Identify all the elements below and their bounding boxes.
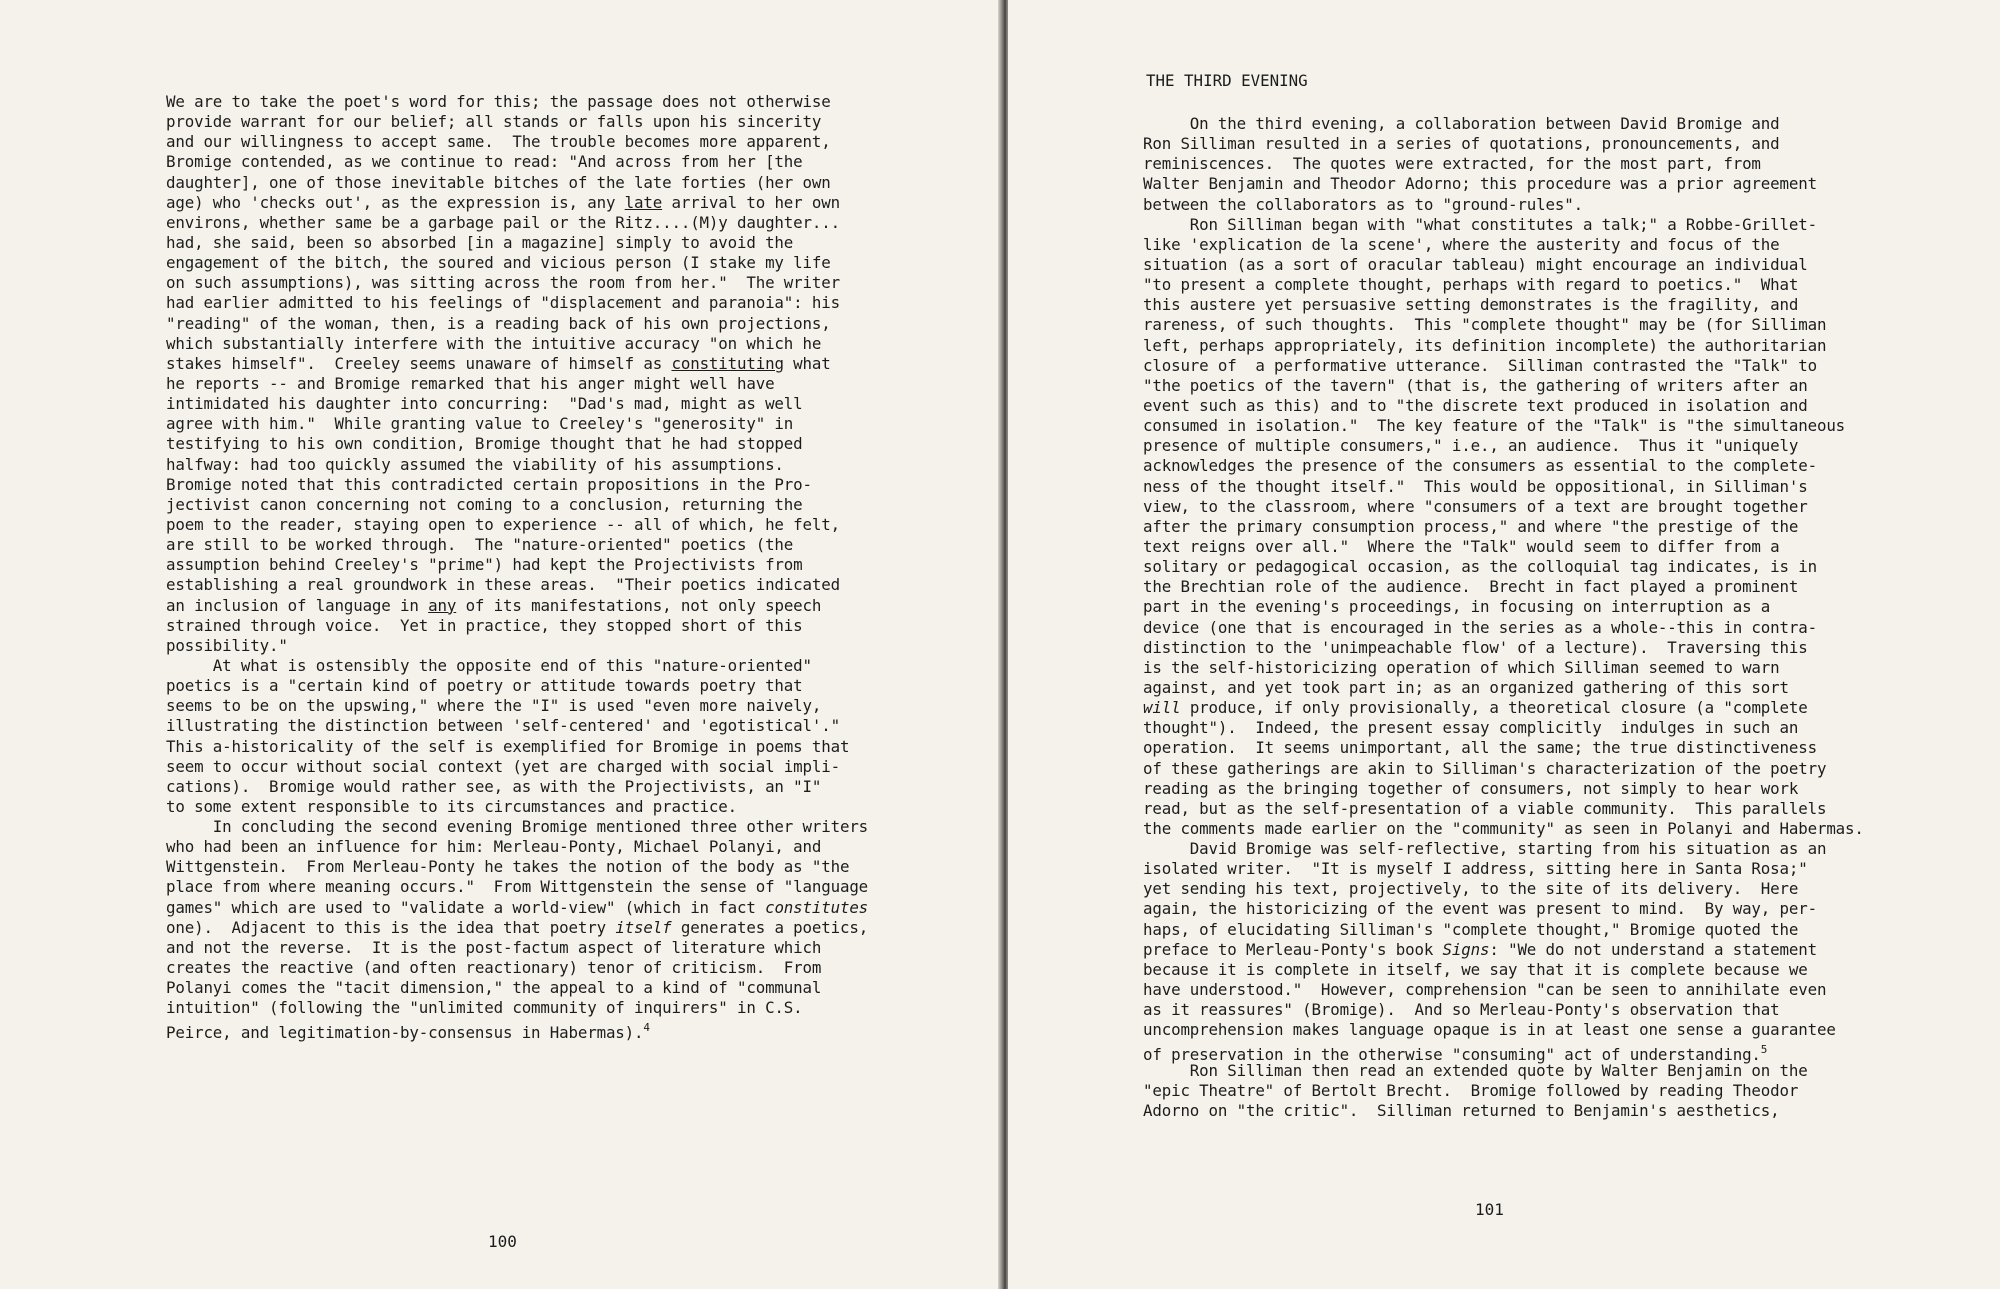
text-line: part in the evening's proceedings, in focusing on interruption as a [1143, 597, 1771, 617]
text-line: this austere yet persuasive setting demonstrates is the fragility, and [1143, 295, 1799, 315]
right-page-number: 101 [1475, 1200, 1504, 1219]
text-line: "to present a complete thought, perhaps with regard to poetics." What [1143, 275, 1799, 295]
text-line: In concluding the second evening Bromige mentioned three other writers [166, 817, 869, 837]
text-line: view, to the classroom, where "consumers of a text are brought together [1143, 496, 1808, 516]
text-line: "epic Theatre" of Bertolt Brecht. Bromige followed by reading Theodor [1143, 1080, 1799, 1100]
text-line: jectivist canon concerning not coming to a conclusion, returning the [166, 494, 803, 514]
text-line: have understood." However, comprehension "can be seen to annihilate even [1143, 980, 1827, 1000]
running-head: THE THIRD EVENING [1146, 71, 1308, 90]
text-line: provide warrant for our belief; all stands or falls upon his sincerity [166, 112, 822, 132]
text-line: Adorno on "the critic". Silliman returned to Benjamin's aesthetics, [1143, 1100, 1780, 1120]
text-line: preface to Merleau-Ponty's book Signs: "We do not understand a statement [1143, 939, 1817, 959]
text-line: cations). Bromige would rather see, as with the Projectivists, an "I" [166, 776, 822, 796]
text-line: establishing a real groundwork in these areas. "Their poetics indicated [166, 575, 840, 595]
text-line: which substantially interfere with the intuitive accuracy "on which he [166, 333, 822, 353]
text-line: seem to occur without social context (yet are charged with social impli- [166, 756, 840, 776]
text-line: Polanyi comes the "tacit dimension," the appeal to a kind of "communal [166, 978, 822, 998]
text-line: distinction to the 'unimpeachable flow' of a lecture). Traversing this [1143, 637, 1808, 657]
text-line: to some extent responsible to its circumstances and practice. [166, 796, 737, 816]
text-line: rareness, of such thoughts. This "complete thought" may be (for Silliman [1143, 315, 1827, 335]
text-line: who had been an influence for him: Merleau-Ponty, Michael Polanyi, and [166, 837, 822, 857]
text-line: We are to take the poet's word for this; the passage does not otherwise [166, 92, 831, 111]
text-line: yet sending his text, projectively, to the site of its delivery. Here [1143, 879, 1799, 899]
text-line: Walter Benjamin and Theodor Adorno; this procedure was a prior agreement [1143, 174, 1817, 194]
text-line: against, and yet took part in; as an organized gathering of this sort [1143, 677, 1789, 697]
text-line: thought"). Indeed, the present essay complicitly indulges in such an [1143, 718, 1799, 738]
right-page-body [1143, 114, 1864, 1121]
text-line: Peirce, and legitimation-by-consensus in Habermas).$^4$ [166, 1021, 650, 1043]
text-line: haps, of elucidating Silliman's "complete thought," Bromige quoted the [1143, 919, 1799, 939]
text-line: David Bromige was self-reflective, starting from his situation as an [1143, 839, 1827, 859]
left-page-number: 100 [488, 1232, 517, 1251]
text-line: Wittgenstein. From Merleau-Ponty he takes the notion of the body as "the [166, 857, 850, 877]
text-line: This a-historicality of the self is exemplified for Bromige in poems that [166, 736, 850, 756]
text-line: engagement of the bitch, the soured and vicious person (I stake my life [166, 253, 831, 273]
text-line: creates the reactive (and often reactionary) tenor of criticism. From [166, 958, 822, 978]
text-line: games" which are used to "validate a world-view" (which in fact constitutes [166, 897, 869, 917]
text-line: on such assumptions), was sitting across the room from her." The writer [166, 273, 840, 293]
text-line: At what is ostensibly the opposite end of this "nature-oriented" [166, 655, 812, 675]
text-line: halfway: had too quickly assumed the viability of his assumptions. [166, 454, 784, 474]
text-line: "the poetics of the tavern" (that is, the gathering of writers after an [1143, 375, 1808, 395]
text-line: place from where meaning occurs." From Wittgenstein the sense of "language [166, 877, 869, 897]
text-line: between the collaborators as to "ground-rules". [1143, 194, 1583, 214]
text-line: acknowledges the presence of the consumers as essential to the complete- [1143, 456, 1817, 476]
text-line: poetics is a "certain kind of poetry or attitude towards poetry that [166, 676, 803, 696]
text-line: the Brechtian role of the audience. Brecht in fact played a prominent [1143, 577, 1799, 597]
text-line: again, the historicizing of the event was present to mind. By way, per- [1143, 899, 1817, 919]
text-line: will produce, if only provisionally, a theoretical closure (a "complete [1143, 698, 1808, 718]
text-line: Ron Silliman resulted in a series of quotations, pronouncements, and [1143, 134, 1780, 154]
text-line: seems to be on the upswing," where the "I" is used "even more naively, [166, 696, 822, 716]
text-line: text reigns over all." Where the "Talk" would seem to differ from a [1143, 536, 1780, 556]
text-line: On the third evening, a collaboration between David Bromige and [1143, 114, 1780, 133]
text-line: event such as this) and to "the discrete text produced in isolation and [1143, 395, 1808, 415]
text-line: device (one that is encouraged in the series as a whole--this in contra- [1143, 617, 1817, 637]
text-line: presence of multiple consumers," i.e., an audience. Thus it "uniquely [1143, 436, 1799, 456]
text-line: daughter], one of those inevitable bitches of the late forties (her own [166, 172, 831, 192]
text-line: like 'explication de la scene', where the austerity and focus of the [1143, 234, 1780, 254]
text-line: operation. It seems unimportant, all the same; the true distinctiveness [1143, 738, 1817, 758]
text-line: testifying to his own condition, Bromige thought that he had stopped [166, 434, 803, 454]
right-page [1008, 0, 2000, 1289]
text-line: closure of a performative utterance. Silliman contrasted the "Talk" to [1143, 355, 1817, 375]
text-line: Ron Silliman then read an extended quote by Walter Benjamin on the [1143, 1060, 1808, 1080]
text-line: left, perhaps appropriately, its definition incomplete) the authoritarian [1143, 335, 1827, 355]
text-line: Ron Silliman began with "what constitutes a talk;" a Robbe-Grillet- [1143, 214, 1817, 234]
text-line: and not the reverse. It is the post-factum aspect of literature which [166, 937, 822, 957]
text-line: of these gatherings are akin to Silliman's characterization of the poetry [1143, 758, 1827, 778]
text-line: are still to be worked through. The "nature-oriented" poetics (the [166, 535, 794, 555]
text-line: possibility." [166, 635, 288, 655]
text-line: Bromige noted that this contradicted certain propositions in the Pro- [166, 474, 812, 494]
text-line: is the self-historicizing operation of which Silliman seemed to warn [1143, 657, 1780, 677]
text-line: one). Adjacent to this is the idea that poetry itself generates a poetics, [166, 917, 869, 937]
text-line: solitary or pedagogical occasion, as the colloquial tag indicates, is in [1143, 557, 1817, 577]
text-line: isolated writer. "It is myself I address, sitting here in Santa Rosa;" [1143, 859, 1808, 879]
text-line: strained through voice. Yet in practice, they stopped short of this [166, 615, 803, 635]
text-line: ness of the thought itself." This would be oppositional, in Silliman's [1143, 476, 1808, 496]
text-line: he reports -- and Bromige remarked that his anger might well have [166, 373, 775, 393]
text-line: had earlier admitted to his feelings of "displacement and paranoia": his [166, 293, 840, 313]
text-line: reminiscences. The quotes were extracted, for the most part, from [1143, 154, 1761, 174]
text-line: after the primary consumption process," and where "the prestige of the [1143, 516, 1799, 536]
text-line: agree with him." While granting value to Creeley's "generosity" in [166, 414, 794, 434]
text-line: uncomprehension makes language opaque is in at least one sense a guarantee [1143, 1020, 1836, 1040]
text-line: stakes himself". Creeley seems unaware of himself as constituting what [166, 353, 831, 373]
text-line: intimidated his daughter into concurring: "Dad's mad, might as well [166, 394, 803, 414]
text-line: illustrating the distinction between 'self-centered' and 'egotistical'." [166, 716, 840, 736]
text-line: Bromige contended, as we continue to read: "And across from her [the [166, 152, 803, 172]
footnote-marker: 4 [643, 1021, 650, 1035]
text-line: and our willingness to accept same. The trouble becomes more apparent, [166, 132, 831, 152]
footnote-marker: 5 [1760, 1043, 1768, 1057]
text-line: an inclusion of language in any of its manifestations, not only speech [166, 595, 822, 615]
text-line: poem to the reader, staying open to experience -- all of which, he felt, [166, 514, 840, 534]
text-line: because it is complete in itself, we say that it is complete because we [1143, 959, 1808, 979]
text-line: consumed in isolation." The key feature of the "Talk" is "the simultaneous [1143, 416, 1846, 436]
text-line: environs, whether same be a garbage pail or the Ritz....(M)y daughter... [166, 212, 840, 232]
text-line: "reading" of the woman, then, is a reading back of his own projections, [166, 313, 831, 333]
left-page-body [166, 92, 869, 1043]
text-line: intuition" (following the "unlimited community of inquirers" in C.S. [166, 998, 803, 1018]
text-line: had, she said, been so absorbed [in a magazine] simply to avoid the [166, 232, 794, 252]
text-line: as it reassures" (Bromige). And so Merleau-Ponty's observation that [1143, 1000, 1780, 1020]
text-line: situation (as a sort of oracular tableau) might encourage an individual [1143, 254, 1808, 274]
text-line: read, but as the self-presentation of a viable community. This parallels [1143, 798, 1827, 818]
text-line: age) who 'checks out', as the expression is, any late arrival to her own [166, 192, 840, 212]
text-line: assumption behind Creeley's "prime") had kept the Projectivists from [166, 555, 803, 575]
text-line: the comments made earlier on the "community" as seen in Polanyi and Habermas. [1143, 818, 1864, 838]
text-line: reading as the bringing together of consumers, not simply to hear work [1143, 778, 1799, 798]
text-line: of preservation in the otherwise "consuming" act of understanding.$^5$ [1143, 1043, 1768, 1065]
